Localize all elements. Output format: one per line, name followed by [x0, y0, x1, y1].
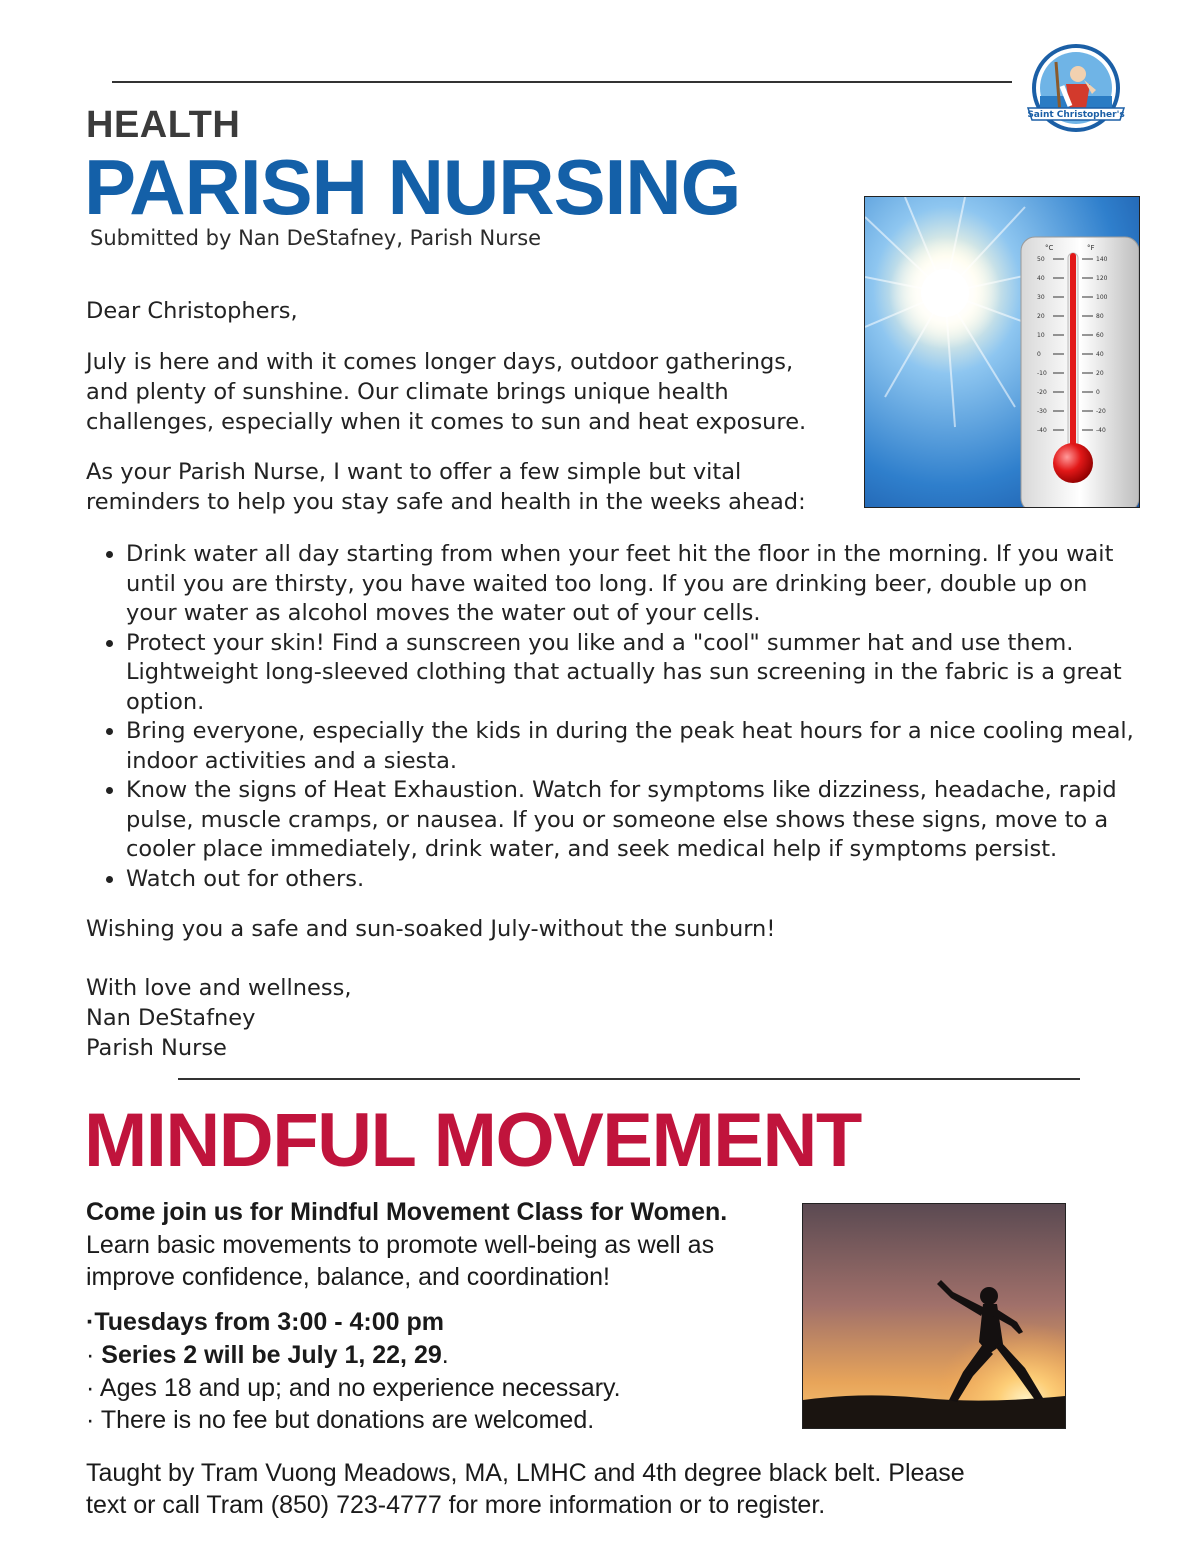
sunset-silhouette-photo	[802, 1203, 1066, 1429]
signoff	[86, 973, 846, 1063]
list-item-line: until you are thirsty, you have waited too long. If you are drinking beer, double up on	[126, 570, 1088, 597]
celsius-tick-label: -10	[1037, 370, 1047, 377]
fee-note: · There is no fee but donations are welcomed.	[86, 1406, 595, 1434]
top-divider	[112, 81, 1012, 83]
fahrenheit-tick-label: 80	[1096, 313, 1104, 320]
fahrenheit-unit: °F	[1087, 244, 1095, 252]
list-item-line: • Drink water all day starting from when your feet hit the floor in the morning. If you wait	[126, 541, 1114, 567]
reminder-line: reminders to help you stay safe and health in the weeks ahead:	[86, 489, 806, 515]
list-item	[126, 540, 1200, 629]
list-item	[126, 776, 1200, 865]
celsius-unit: °C	[1045, 244, 1054, 252]
thermometer-sun-photo	[864, 196, 1140, 508]
signoff-role: Parish Nurse	[86, 1035, 227, 1061]
health-tips-list	[86, 540, 1200, 894]
celsius-tick-label: -30	[1037, 408, 1047, 415]
celsius-tick-label: 40	[1037, 275, 1045, 282]
series-dates-text: Series 2 will be July 1, 22, 29	[101, 1341, 442, 1369]
instructor-info	[86, 1457, 1086, 1521]
fahrenheit-tick-label: 40	[1096, 351, 1104, 358]
intro-line: July is here and with it comes longer days, outdoor gatherings,	[86, 349, 794, 375]
fahrenheit-tick-label: -20	[1096, 408, 1106, 415]
list-item-line: option.	[126, 688, 205, 715]
list-item-line: pulse, muscle cramps, or nausea. If you or someone else shows these signs, move to a	[126, 806, 1109, 833]
series-period: .	[441, 1341, 449, 1369]
celsius-tick-label: 20	[1037, 313, 1045, 320]
logo-text: Saint Christopher's	[1027, 110, 1125, 120]
reminder-paragraph	[86, 457, 846, 517]
instructor-line: Taught by Tram Vuong Meadows, MA, LMHC and 4th degree black belt. Please	[86, 1459, 965, 1487]
list-item-line: • Know the signs of Heat Exhaustion. Watch for symptoms like dizziness, headache, rapid	[126, 777, 1117, 803]
byline: Submitted by Nan DeStafney, Parish Nurse	[90, 226, 542, 250]
mindful-description	[86, 1229, 714, 1293]
list-item-line: cooler place immediately, drink water, and seek medical help if symptoms persist.	[126, 836, 1058, 862]
fahrenheit-tick-label: 0	[1096, 389, 1100, 396]
celsius-tick-label: 50	[1037, 256, 1045, 263]
description-line: Learn basic movements to promote well-being as well as	[86, 1231, 715, 1259]
intro-line: challenges, especially when it comes to sun and heat exposure.	[86, 409, 807, 435]
section-kicker: HEALTH	[86, 104, 241, 146]
list-item-line: • Bring everyone, especially the kids in during the peak heat hours for a nice cooling meal,	[126, 718, 1134, 744]
mindful-intro: Come join us for Mindful Movement Class for Women.	[86, 1198, 728, 1226]
mindful-movement-title: MINDFUL MOVEMENT	[84, 1098, 861, 1183]
reminder-line: As your Parish Nurse, I want to offer a few simple but vital	[86, 459, 742, 485]
class-schedule: ·Tuesdays from 3:00 - 4:00 pm	[86, 1308, 444, 1336]
closing-line: Wishing you a safe and sun-soaked July-without the sunburn!	[86, 916, 776, 942]
intro-paragraph	[86, 347, 846, 437]
fahrenheit-tick-label: 120	[1096, 275, 1108, 282]
celsius-tick-label: -40	[1037, 427, 1047, 434]
signoff-name: Nan DeStafney	[86, 1005, 256, 1031]
fahrenheit-tick-label: 60	[1096, 332, 1104, 339]
list-item-line: • Protect your skin! Find a sunscreen you like and a "cool" summer hat and use them.	[126, 629, 1074, 656]
signoff-line: With love and wellness,	[86, 975, 352, 1001]
celsius-tick-label: 0	[1037, 351, 1041, 358]
description-line: improve confidence, balance, and coordination!	[86, 1263, 610, 1291]
page-title: PARISH NURSING	[84, 143, 741, 231]
section-divider	[178, 1078, 1080, 1080]
saint-christophers-logo	[1022, 44, 1130, 136]
greeting: Dear Christophers,	[86, 298, 298, 324]
list-item-line: • Watch out for others.	[126, 865, 365, 892]
celsius-tick-label: 10	[1037, 332, 1045, 339]
age-requirement: · Ages 18 and up; and no experience necessary.	[86, 1374, 621, 1402]
list-item-line: your water as alcohol moves the water out of your cells.	[126, 600, 761, 626]
list-item	[126, 629, 1200, 718]
contact-line: text or call Tram (850) 723-4777 for more information or to register.	[86, 1491, 826, 1519]
fahrenheit-tick-label: 140	[1096, 256, 1108, 263]
list-item	[126, 717, 1200, 776]
celsius-tick-label: -20	[1037, 389, 1047, 396]
series-dates	[86, 1339, 449, 1371]
intro-line: and plenty of sunshine. Our climate brings unique health	[86, 379, 729, 405]
list-item	[126, 865, 1200, 895]
list-item-line: Lightweight long-sleeved clothing that actually has sun screening in the fabric is a great	[126, 659, 1122, 685]
list-item-line: indoor activities and a siesta.	[126, 747, 458, 774]
fahrenheit-tick-label: -40	[1096, 427, 1106, 434]
fahrenheit-tick-label: 100	[1096, 294, 1108, 301]
celsius-tick-label: 30	[1037, 294, 1045, 301]
series-bullet: ·	[86, 1341, 102, 1369]
fahrenheit-tick-label: 20	[1096, 370, 1104, 377]
